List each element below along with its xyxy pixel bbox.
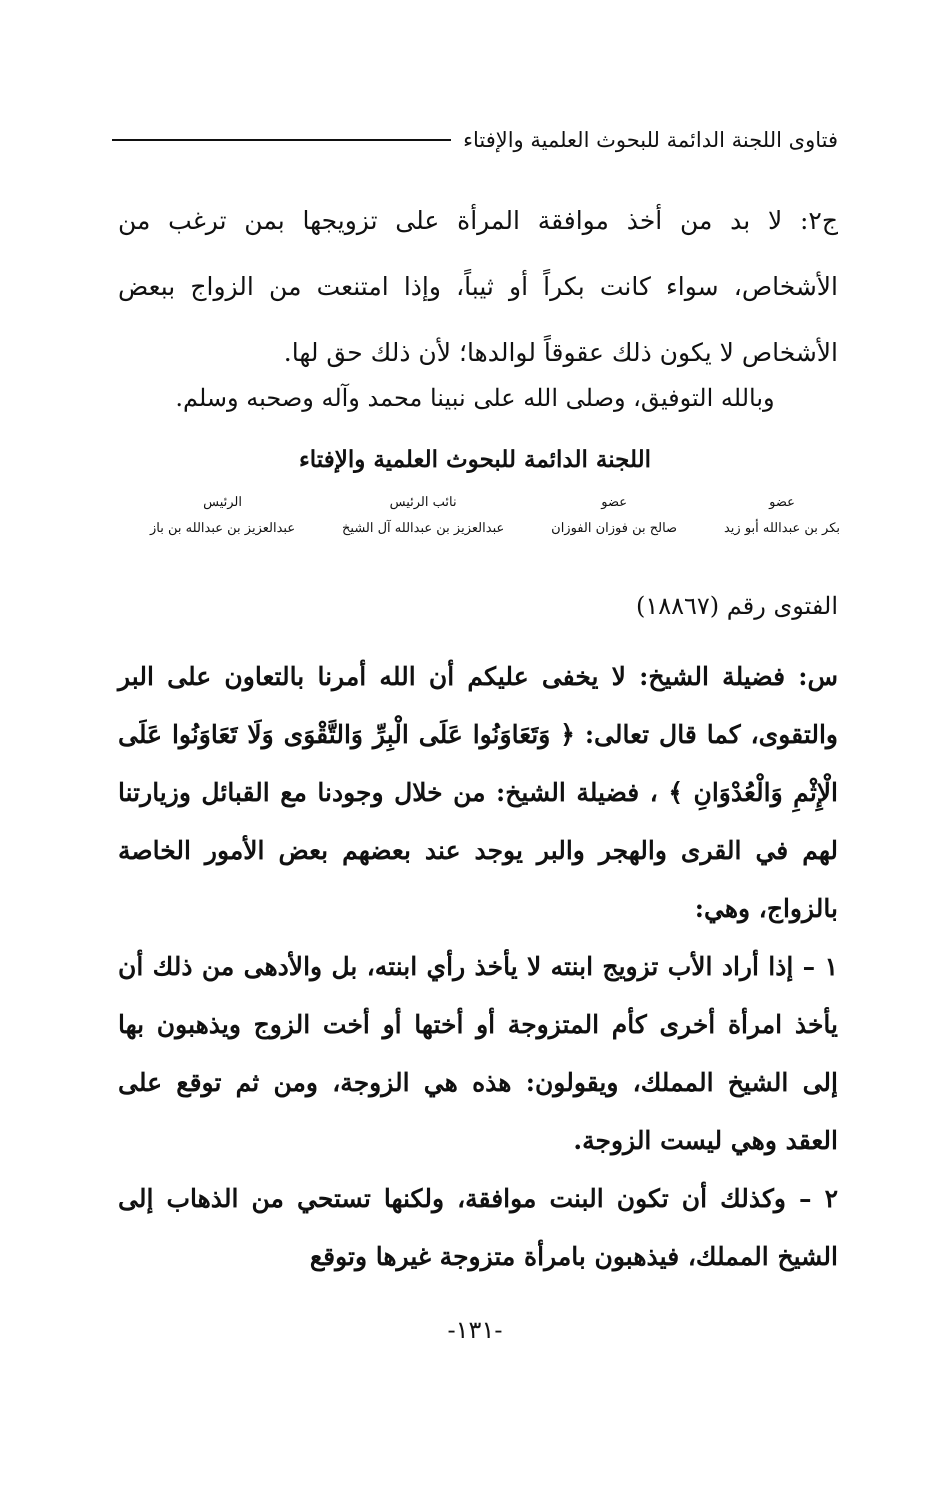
- member-3: [342, 490, 504, 542]
- member-role: عضو: [769, 495, 795, 510]
- committee-title: اللجنة الدائمة للبحوث العلمية والإفتاء: [298, 446, 652, 473]
- question-item-1: ١ – إذا أراد الأب تزويج ابنته لا يأخذ رأي ابنته، بل والأدهى من ذلك أن يأخذ امرأة أخرى كأم المتزوجة أو أختها أو أخت الزوج ويذهبون بها إلى الشيخ المملك، ويقولون: هذه هي الزوجة، ومن ثم توقع على العقد وهي ليست الزوجة.: [118, 952, 838, 1155]
- committee-members: [150, 490, 840, 542]
- question-part2: ، فضيلة الشيخ: من خلال وجودنا مع القبائل وزيارتنا لهم في القرى والهجر والبر يوجد عند بعضهم بعض الأمور الخاصة بالزواج، وهي:: [118, 778, 838, 923]
- page-number: -١٣١-: [447, 1316, 503, 1344]
- member-name: بكر بن عبدالله أبو زيد: [723, 521, 840, 536]
- question-intro: [118, 648, 838, 938]
- running-header: [112, 120, 838, 160]
- question-item-2: ٢ – وكذلك أن تكون البنت موافقة، ولكنها تستحي من الذهاب إلى الشيخ المملك، فيذهبون بامرأة متزوجة غيرها وتوقع: [118, 1184, 838, 1271]
- quran-verse: ﴿ وَتَعَاوَنُوا عَلَى الْبِرِّ وَالتَّقْوَى وَلَا تَعَاوَنُوا عَلَى الْإِثْمِ وَالْعُدْوَانِ ﴾: [118, 720, 838, 807]
- answer-paragraph: [118, 188, 838, 386]
- question-part1: س: فضيلة الشيخ: لا يخفى عليكم أن الله أمرنا بالتعاون على البر والتقوى، كما قال تعالى:: [118, 662, 838, 749]
- member-name: صالح بن فوزان الفوزان: [551, 521, 678, 536]
- question-section: [118, 648, 838, 1286]
- header-title: فتاوى اللجنة الدائمة للبحوث العلمية والإفتاء: [463, 128, 838, 152]
- member-role: نائب الرئيس: [389, 495, 457, 510]
- header-rule: [112, 139, 451, 141]
- member-1: [724, 490, 840, 542]
- closing-line: وبالله التوفيق، وصلى الله على نبينا محمد وآله وصحبه وسلم.: [175, 384, 775, 412]
- answer-text: ج٢: لا بد من أخذ موافقة المرأة على تزويجها بمن ترغب من الأشخاص، سواء كانت بكراً أو ثيباً، وإذا امتنعت من الزواج ببعض الأشخاص لا يكون ذلك عقوقاً لوالدها؛ لأن ذلك حق لها.: [118, 206, 838, 367]
- fatwa-number: الفتوى رقم (١٨٨٦٧): [635, 592, 838, 620]
- member-4: [150, 490, 295, 542]
- member-name: عبدالعزيز بن عبدالله بن باز: [150, 521, 296, 536]
- member-name: عبدالعزيز بن عبدالله آل الشيخ: [342, 521, 505, 536]
- member-role: عضو: [601, 495, 627, 510]
- member-2: [551, 490, 677, 542]
- member-role: الرئيس: [203, 495, 243, 510]
